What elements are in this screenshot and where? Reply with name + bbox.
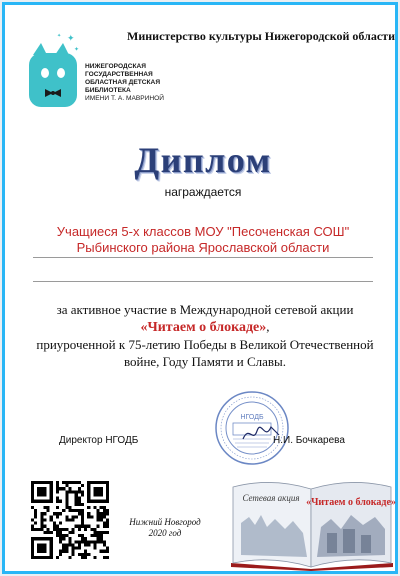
- recipient-line-1: Учащиеся 5-х классов МОУ "Песоченская СОШ": [56, 224, 350, 239]
- diploma-title: Диплом: [134, 140, 272, 180]
- divider-line: [33, 281, 373, 282]
- library-logo-icon: [27, 31, 81, 109]
- award-reason: за активное участие в Международной сетевой акции «Читаем о блокаде», приуроченной к 75-летию Победы в Великой Отечественной войне, Году Памяти и Славы.: [36, 302, 374, 369]
- director-title: Директор НГОДБ: [59, 435, 139, 446]
- divider-line: [33, 257, 373, 258]
- library-name: НИЖЕГОРОДСКАЯ ГОСУДАРСТВЕННАЯ ОБЛАСТНАЯ ДЕТСКАЯ БИБЛИОТЕКА ИМЕНИ Т. А. МАВРИНОЙ: [85, 63, 165, 102]
- ministry-heading: Министерство культуры Нижегородской области: [127, 29, 395, 43]
- book-caption-2: «Читаем о блокаде»: [306, 497, 396, 508]
- recipient: [5, 224, 400, 256]
- city: Нижний Новгород: [129, 517, 201, 527]
- year: 2020 год: [148, 528, 182, 538]
- open-book-illustration: [227, 467, 397, 571]
- stamp-label: НГОДБ: [240, 414, 264, 421]
- campaign-name: «Читаем о блокаде»: [140, 320, 267, 335]
- svg-text:✦: ✦: [57, 34, 62, 39]
- director-name: Н.И. Бочкарева: [273, 435, 345, 446]
- svg-text:✦: ✦: [67, 33, 75, 43]
- awarded-label: награждается: [164, 185, 242, 199]
- issue-place-date: [115, 517, 215, 539]
- book-caption-1: Сетевая акция: [242, 493, 300, 503]
- qr-code: [31, 481, 109, 559]
- svg-text:✦: ✦: [74, 47, 80, 53]
- recipient-line-2: Рыбинского района Ярославской области: [76, 240, 330, 255]
- diploma-page: [2, 2, 398, 574]
